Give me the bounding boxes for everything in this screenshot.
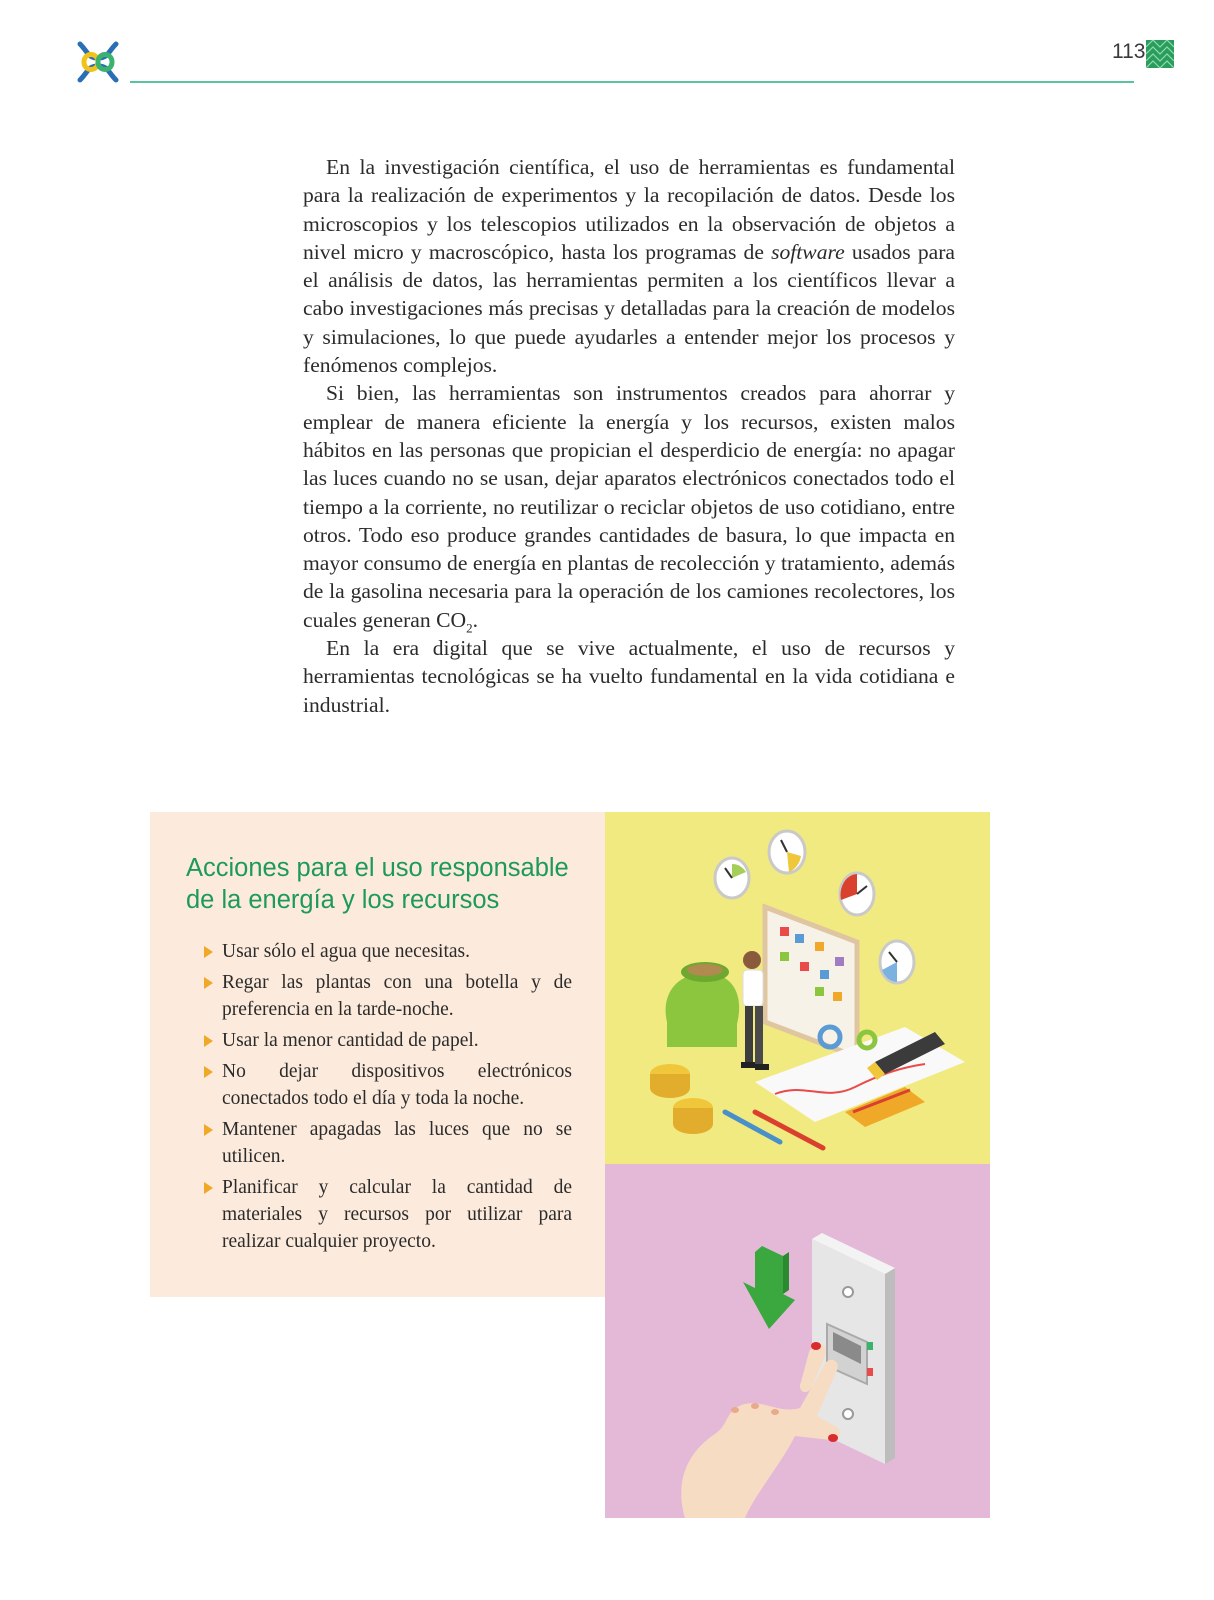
interlinked-rings-logo-icon <box>74 38 122 86</box>
bullet-triangle-icon <box>204 977 213 989</box>
green-arrow-down-icon <box>743 1246 795 1329</box>
header-divider <box>130 81 1134 83</box>
light-switch-off-illustration-icon <box>605 1164 990 1518</box>
actions-list <box>222 938 572 1259</box>
bullet-triangle-icon <box>204 1182 213 1194</box>
bullet-triangle-icon <box>204 1124 213 1136</box>
list-item: Planificar y calcular la cantidad de materiales y recursos por utilizar para realizar cualquier proyecto. <box>222 1174 572 1255</box>
light-switch-off-illustration <box>605 1164 990 1518</box>
actions-title: Acciones para el uso responsable de la energía y los recursos <box>186 854 569 914</box>
list-item: Usar la menor cantidad de papel. <box>222 1027 572 1054</box>
money-bag-icon <box>666 962 740 1047</box>
list-item: Usar sólo el agua que necesitas. <box>222 938 572 965</box>
paragraph-2: Si bien, las herramientas son instrumentos creados para ahorrar y emplear de manera eficiente la energía y los recursos, existen malos hábitos en las personas que propician el desperdicio de energía: no apagar las luces cuando no se usan, dejar aparatos electrónicos conectados todo el tiempo a la corriente, no reutilizar o reciclar objetos de uso cotidiano, entre otros. Todo eso produce grandes cantidades de basura, lo que impacta en mayor consumo de energía en plantas de recolección y tratamiento, además de la gasolina necesaria para la operación de los camiones recolectores, los cuales generan $CO_2$. <box>303 381 955 636</box>
main-text <box>303 153 955 719</box>
green-pattern-square-icon <box>1146 40 1174 68</box>
page-number: 113 <box>1112 40 1146 63</box>
bullet-triangle-icon <box>204 946 213 958</box>
board-icon <box>765 907 857 1057</box>
planning-board-illustration <box>605 812 990 1164</box>
clock-icon <box>715 858 749 898</box>
list-item: Regar las plantas con una botella y de preferencia en la tarde-noche. <box>222 969 572 1023</box>
clock-icon <box>769 831 805 873</box>
planning-board-illustration-icon <box>605 812 990 1164</box>
paragraph-3: En la era digital que se vive actualmente, el uso de recursos y herramientas tecnológicas se ha vuelto fundamental en la vida cotidiana e industrial. <box>303 636 955 717</box>
actions-box <box>150 812 605 1297</box>
clock-icon <box>840 873 874 915</box>
list-item: No dejar dispositivos electrónicos conectados todo el día y toda la noche. <box>222 1058 572 1112</box>
clock-icon <box>880 941 914 983</box>
bullet-triangle-icon <box>204 1035 213 1047</box>
bullet-triangle-icon <box>204 1066 213 1078</box>
paragraph-1: En la investigación científica, el uso de herramientas es fundamental para la realización de experimentos y la recopilación de datos. Desde los microscopios y los telescopios utilizados en la observación de objetos a nivel micro y macroscópico, hasta los programas de software usados para el análisis de datos, las herramientas permiten a los científicos llevar a cabo investigaciones más precisas y detalladas para la creación de modelos y simulaciones, lo que puede ayudarles a entender mejor los procesos y fenómenos complejos. <box>303 155 955 378</box>
list-item: Mantener apagadas las luces que no se utilicen. <box>222 1116 572 1170</box>
hand-icon <box>681 1342 840 1518</box>
coins-icon <box>650 1064 713 1134</box>
